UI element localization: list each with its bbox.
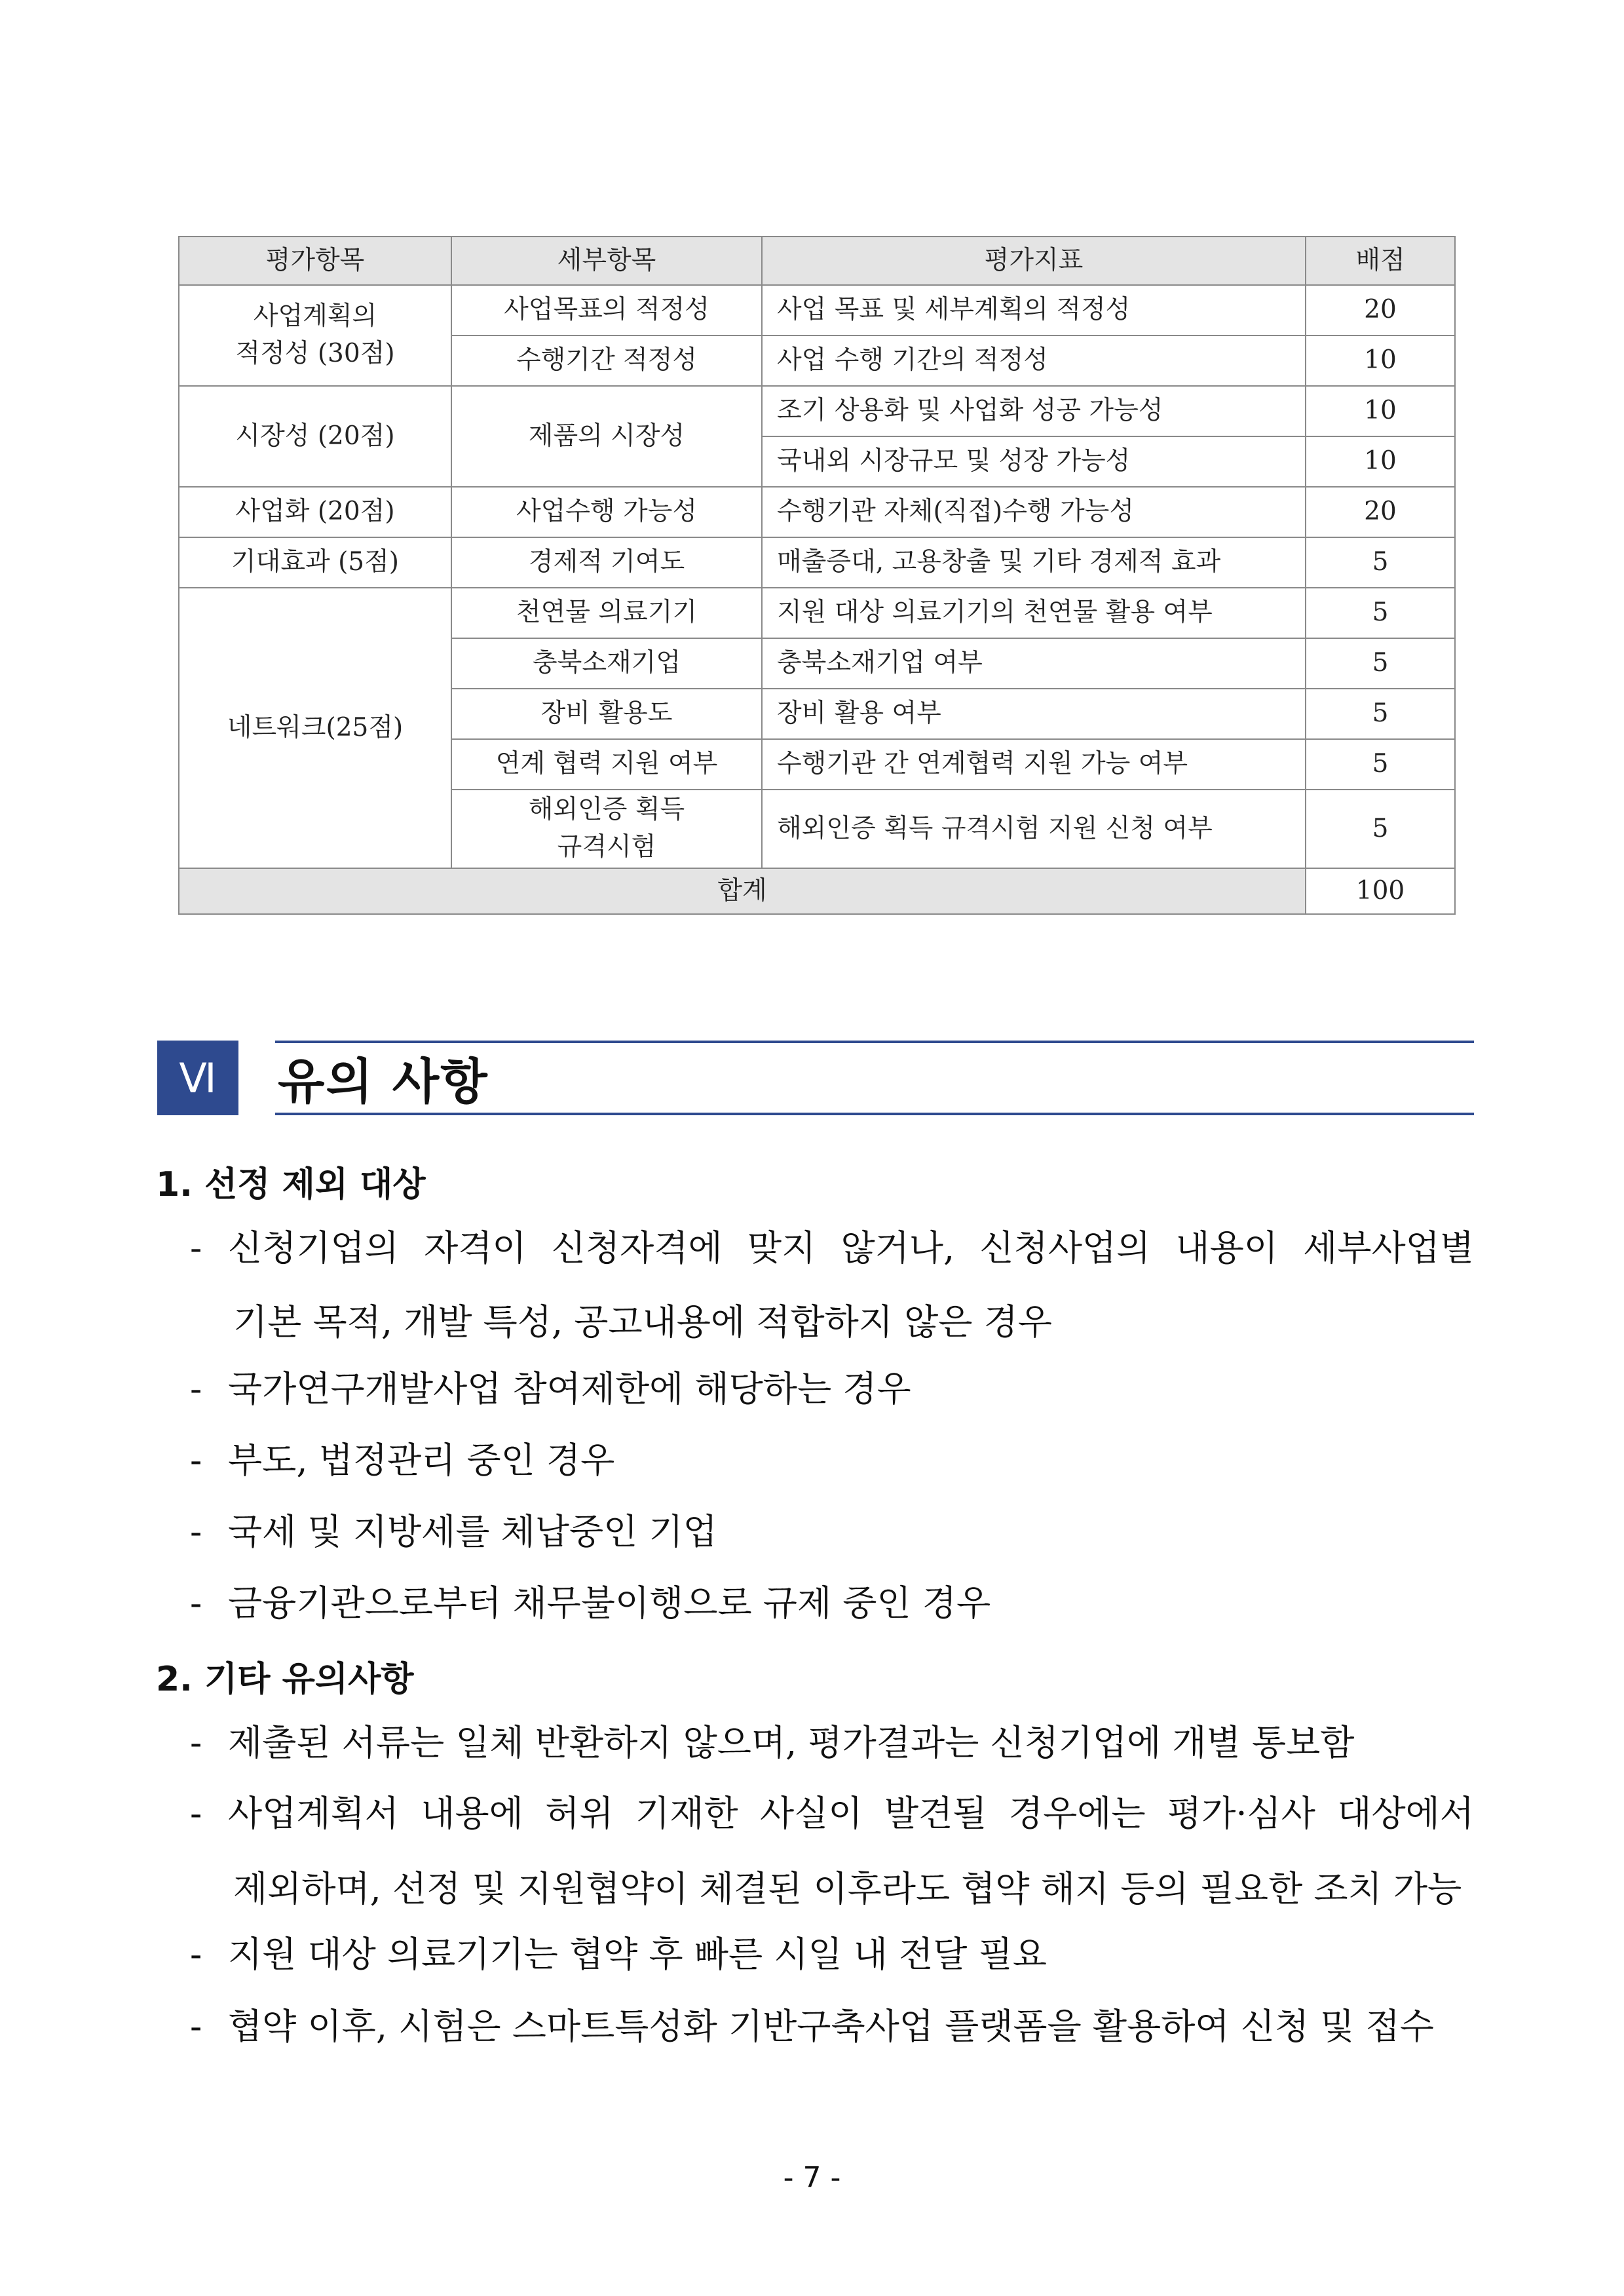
table-row — [179, 588, 1455, 638]
sub-item-cell: 경제적 기여도 — [451, 537, 762, 588]
score-cell: 5 — [1306, 537, 1455, 588]
indicator-cell: 해외인증 획득 규격시험 지원 신청 여부 — [762, 790, 1306, 868]
dash-marker: - — [190, 1793, 202, 1834]
section-title-bar — [275, 1041, 1474, 1115]
score-cell: 20 — [1306, 487, 1455, 537]
indicator-cell: 장비 활용 여부 — [762, 689, 1306, 739]
table-row — [179, 537, 1455, 588]
score-cell: 10 — [1306, 386, 1455, 436]
evaluation-table — [178, 236, 1456, 915]
list-item-text: 부도, 법정관리 중인 경우 — [228, 1440, 615, 1481]
dash-marker: - — [190, 1511, 202, 1552]
indicator-cell: 수행기관 자체(직접)수행 가능성 — [762, 487, 1306, 537]
list-item — [190, 1722, 1474, 1763]
sub-item-cell: 충북소재기업 — [451, 638, 762, 689]
list-item-continuation: 기본 목적, 개발 특성, 공고내용에 적합하지 않은 경우 — [233, 1301, 1052, 1343]
total-label: 합계 — [179, 868, 1306, 914]
indicator-cell: 수행기관 간 연계협력 지원 가능 여부 — [762, 739, 1306, 790]
sub-item-cell: 제품의 시장성 — [451, 386, 762, 487]
header-category: 평가항목 — [179, 237, 451, 285]
table-row — [179, 386, 1455, 436]
indicator-cell: 사업 수행 기간의 적정성 — [762, 335, 1306, 386]
list-item — [190, 1227, 1474, 1269]
dash-marker: - — [190, 1227, 202, 1269]
score-cell: 5 — [1306, 638, 1455, 689]
sub-item-cell: 사업수행 가능성 — [451, 487, 762, 537]
category-cell: 네트워크(25점) — [179, 588, 451, 868]
sub-item-cell: 수행기간 적정성 — [451, 335, 762, 386]
table-header-row — [179, 237, 1455, 285]
indicator-cell: 충북소재기업 여부 — [762, 638, 1306, 689]
page-number: - 7 - — [783, 2161, 841, 2194]
sub-item-cell: 천연물 의료기기 — [451, 588, 762, 638]
dash-marker: - — [190, 2006, 202, 2047]
sub-item-cell: 연계 협력 지원 여부 — [451, 739, 762, 790]
list-item — [190, 1934, 1474, 1975]
list-item-text: 지원 대상 의료기기는 협약 후 빠른 시일 내 전달 필요 — [228, 1934, 1047, 1975]
dash-marker: - — [190, 1368, 202, 1409]
category-cell: 시장성 (20점) — [179, 386, 451, 487]
category-cell: 사업화 (20점) — [179, 487, 451, 537]
table-total-row — [179, 868, 1455, 914]
indicator-cell: 매출증대, 고용창출 및 기타 경제적 효과 — [762, 537, 1306, 588]
list-item — [190, 1440, 1474, 1481]
dash-marker: - — [190, 1440, 202, 1481]
score-cell: 5 — [1306, 588, 1455, 638]
list-item-text: 국세 및 지방세를 체납중인 기업 — [228, 1511, 717, 1552]
dash-marker: - — [190, 1582, 202, 1624]
indicator-cell: 조기 상용화 및 사업화 성공 가능성 — [762, 386, 1306, 436]
indicator-cell: 국내외 시장규모 및 성장 가능성 — [762, 436, 1306, 487]
header-indicator: 평가지표 — [762, 237, 1306, 285]
table-row — [179, 487, 1455, 537]
dash-marker: - — [190, 1722, 202, 1763]
indicator-cell: 지원 대상 의료기기의 천연물 활용 여부 — [762, 588, 1306, 638]
section-number-badge: Ⅵ — [157, 1041, 238, 1115]
category-cell: 사업계획의 적정성 (30점) — [179, 285, 451, 386]
list-item-text: 국가연구개발사업 참여제한에 해당하는 경우 — [228, 1368, 911, 1409]
score-cell: 20 — [1306, 285, 1455, 335]
category-cell: 기대효과 (5점) — [179, 537, 451, 588]
header-sub-item: 세부항목 — [451, 237, 762, 285]
header-score: 배점 — [1306, 237, 1455, 285]
score-cell: 5 — [1306, 790, 1455, 868]
score-cell: 10 — [1306, 335, 1455, 386]
total-score: 100 — [1306, 868, 1455, 914]
list-item-text: 사업계획서 내용에 허위 기재한 사실이 발견될 경우에는 평가·심사 대상에서 — [228, 1793, 1474, 1834]
sub-item-cell: 해외인증 획득 규격시험 — [451, 790, 762, 868]
sub-item-cell: 사업목표의 적정성 — [451, 285, 762, 335]
list-item — [190, 1582, 1474, 1624]
score-cell: 5 — [1306, 739, 1455, 790]
list-item — [190, 2006, 1474, 2047]
subsection-heading: 1. 선정 제외 대상 — [156, 1165, 426, 1204]
list-item — [190, 1368, 1474, 1409]
list-item — [190, 1511, 1474, 1552]
score-cell: 10 — [1306, 436, 1455, 487]
subsection-heading: 2. 기타 유의사항 — [156, 1660, 414, 1699]
list-item-text: 제출된 서류는 일체 반환하지 않으며, 평가결과는 신청기업에 개별 통보함 — [228, 1722, 1355, 1763]
score-cell: 5 — [1306, 689, 1455, 739]
list-item — [190, 1793, 1474, 1834]
section-title: 유의 사항 — [278, 1054, 489, 1110]
list-item-text: 협약 이후, 시험은 스마트특성화 기반구축사업 플랫폼을 활용하여 신청 및 접수 — [228, 2006, 1434, 2047]
sub-item-cell: 장비 활용도 — [451, 689, 762, 739]
list-item-continuation: 제외하며, 선정 및 지원협약이 체결된 이후라도 협약 해지 등의 필요한 조치 가능 — [233, 1868, 1462, 1909]
dash-marker: - — [190, 1934, 202, 1975]
list-item-text: 신청기업의 자격이 신청자격에 맞지 않거나, 신청사업의 내용이 세부사업별 — [228, 1227, 1474, 1269]
indicator-cell: 사업 목표 및 세부계획의 적정성 — [762, 285, 1306, 335]
list-item-text: 금융기관으로부터 채무불이행으로 규제 중인 경우 — [228, 1582, 991, 1624]
table-row — [179, 285, 1455, 335]
